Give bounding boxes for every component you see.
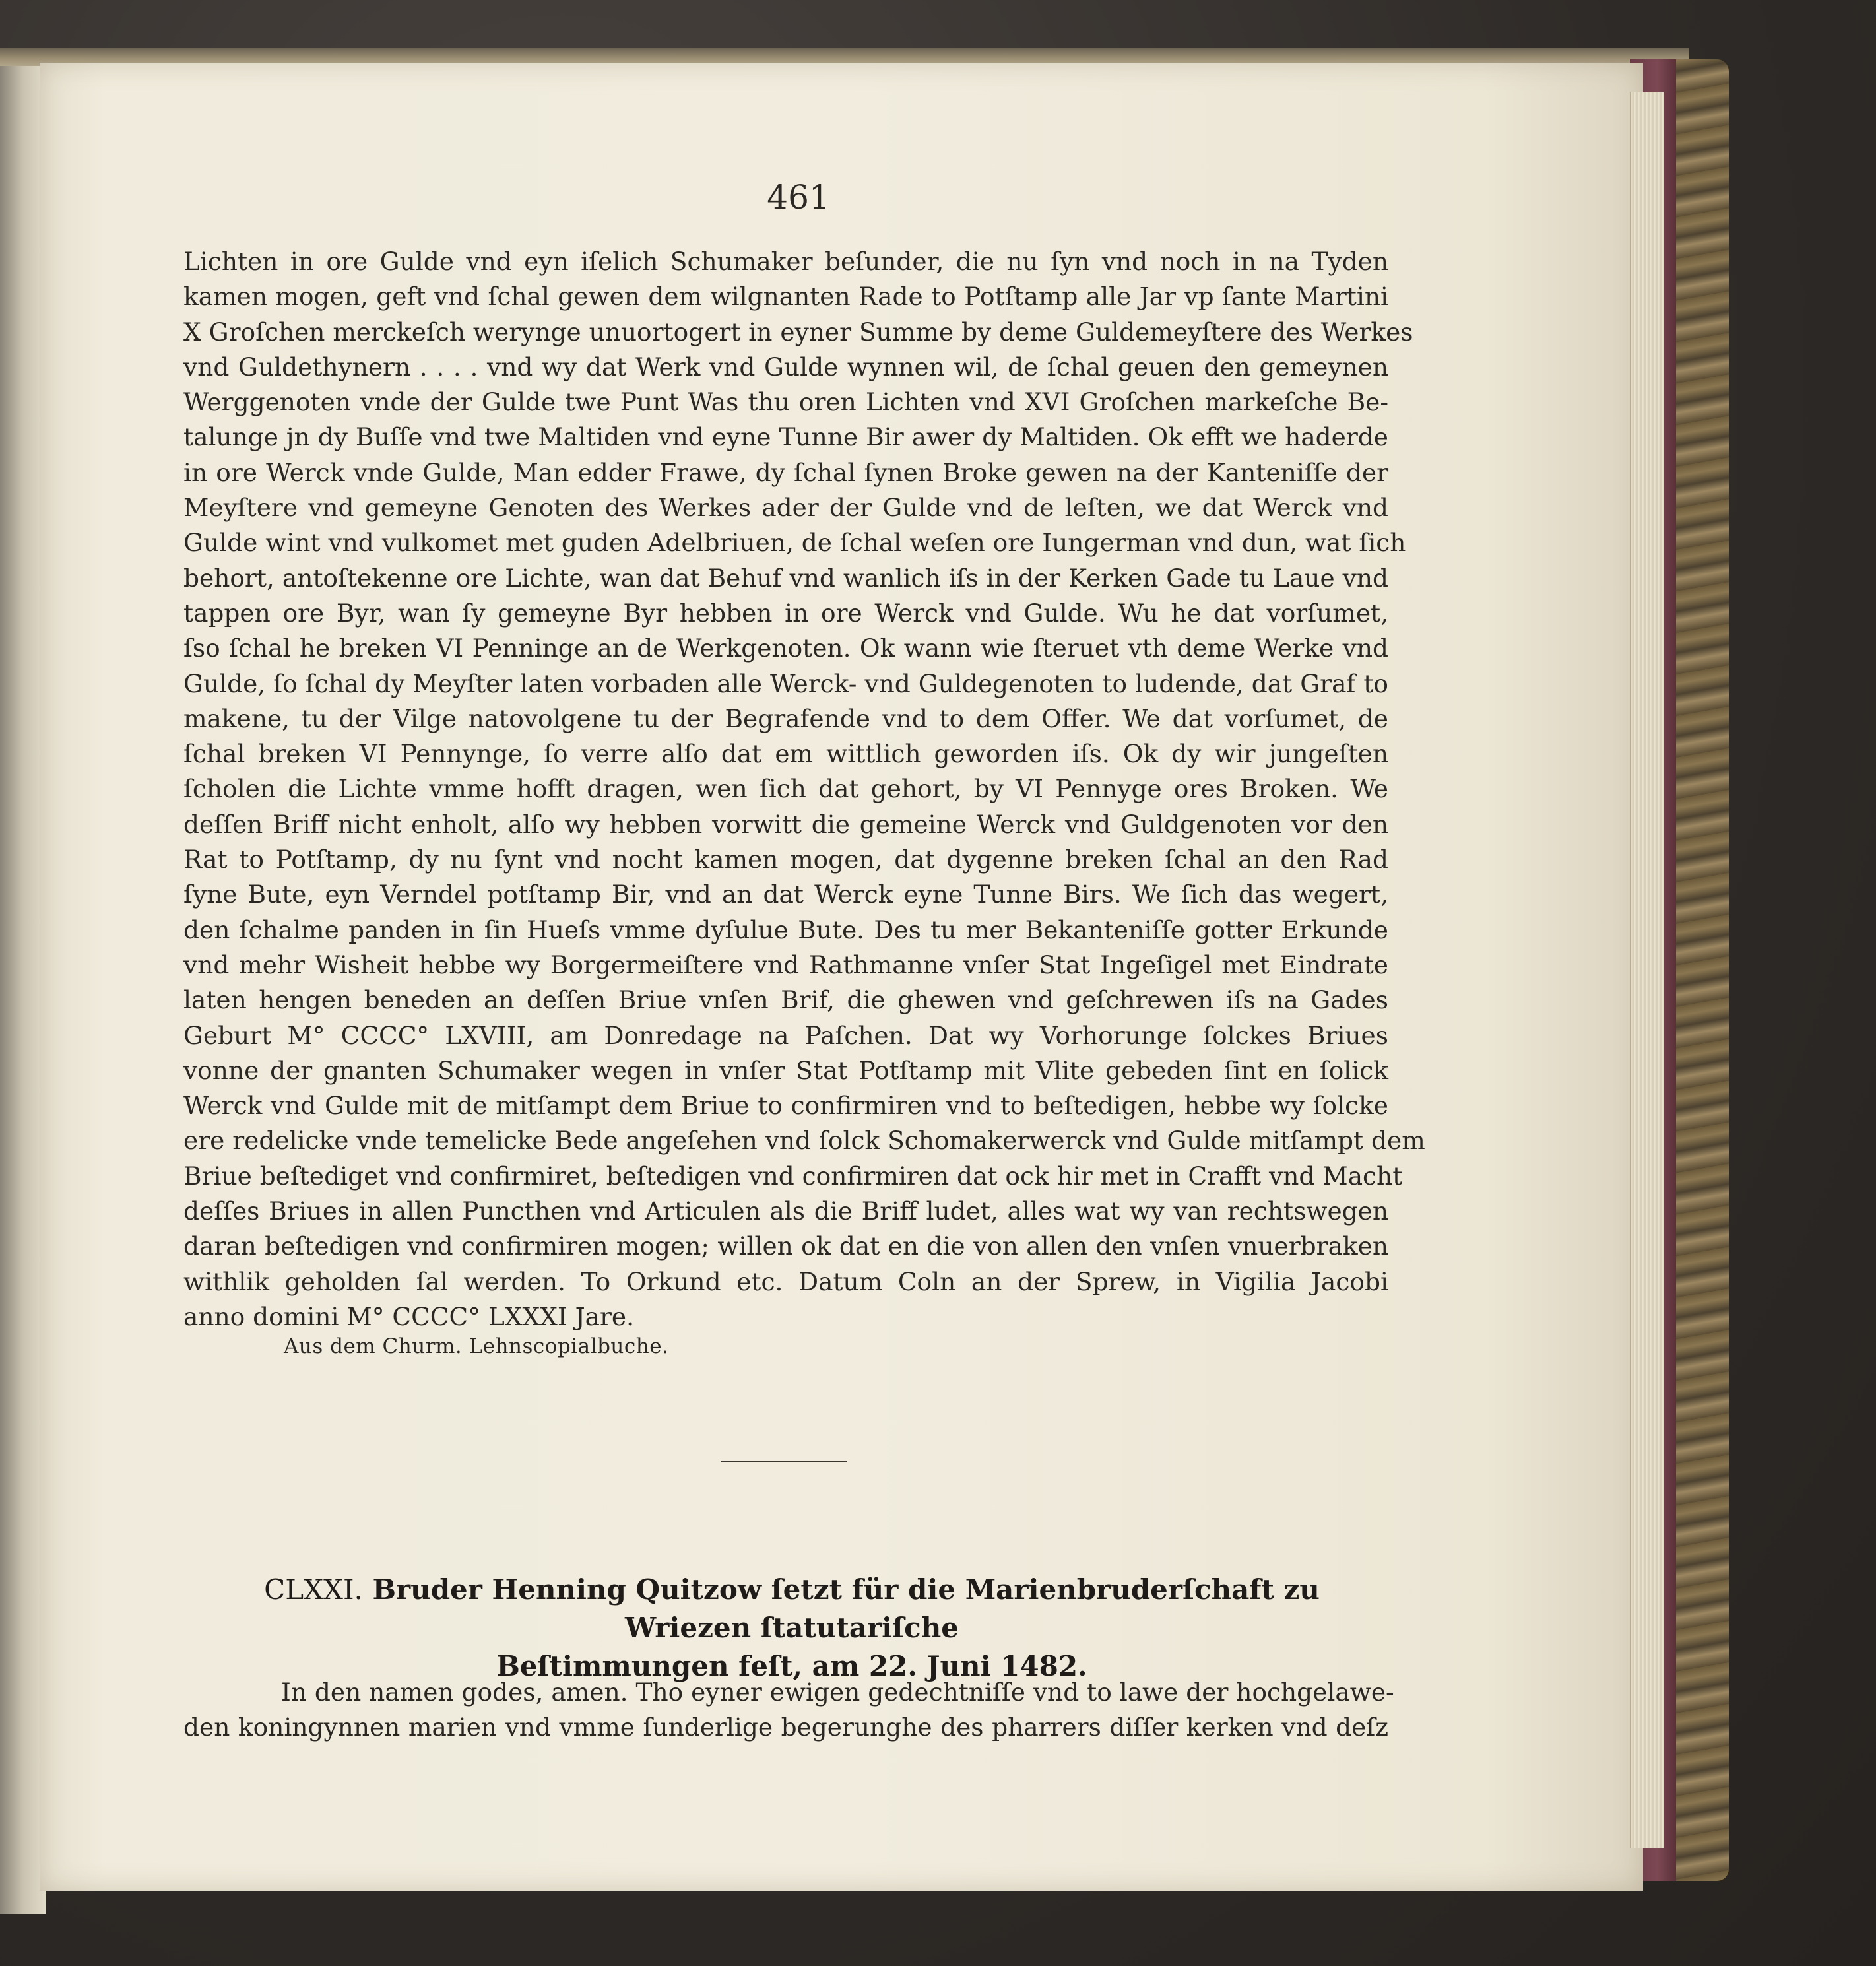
text-line: tappen ore Byr, wan ſy gemeyne Byr hebben in ore Werck vnd Gulde. Wu he dat vorſumet, [183,598,1388,628]
text-line: X Groſchen merckeſch werynge unuortogert in eyner Summe by deme Guldemeyſtere des Werkes [183,317,1413,346]
page-stack-edge [1630,92,1664,1848]
text-line: ſso ſchal he breken VI Penninge an de Werkgenoten. Ok wann wie ſteruet vth deme Werke vnd [183,634,1388,663]
text-line: vnd mehr Wisheit hebbe wy Borgermeiſtere vnd Rathmanne vnſer Stat Ingeſigel met Eindrate [183,950,1388,979]
text-line: makene, tu der Vilge natovolgene tu der Begrafende vnd to dem Offer. We dat vorſumet, de [183,704,1388,733]
text-line: deſſes Briues in allen Puncthen vnd Articulen als die Briff ludet, alles wat wy van rechtswegen [183,1196,1388,1226]
text-line: ere redelicke vnde temelicke Bede angeſehen vnd ſolck Schomakerwerck vnd Gulde mitſampt dem [183,1126,1425,1156]
section-body [183,1675,1394,1746]
text-line: Briue beſtediget vnd confirmiret, beſtedigen vnd confirmiren dat ock hir met in Crafft vnd Macht [183,1161,1403,1191]
text-line: in ore Werck vnde Gulde, Man edder Frawe, dy ſchal ſynen Broke gewen na der Kanteniſſe der [183,457,1388,487]
text-line: In den namen godes, amen. Tho eyner ewigen gedechtniſſe vnd to lawe der hochgelawe- [281,1678,1394,1707]
text-line: Geburt M° CCCC° LXVIII, am Donredage na Paſchen. Dat wy Vorhorunge ſolckes Briues [183,1020,1388,1050]
text-line: ſcholen die Lichte vmme hofft dragen, wen ſich dat gehort, by VI Pennyge ores Broken. We [183,774,1388,804]
text-line: ſyne Bute, eyn Verndel potſtamp Bir, vnd an dat Werck eyne Tunne Birs. We ſich das wegert, [183,880,1388,909]
heading-line-1 [198,1571,1386,1647]
text-line: Lichten in ore Gulde vnd eyn iſelich Schumaker beſunder, die nu ſyn vnd noch in na Tyden [183,247,1388,276]
text-line: deſſen Briff nicht enholt, alſo wy hebben vorwitt die gemeine Werck vnd Guldgenoten vor den [183,809,1388,839]
text-line: ſchal breken VI Pennynge, ſo verre alſo dat em wittlich geworden iſs. Ok dy wir jungeſten [183,739,1388,769]
text-line: vonne der gnanten Schumaker wegen in vnſer Stat Potſtamp mit Vlite gebeden ſint en ſolick [183,1055,1388,1085]
text-line: daran beſtedigen vnd confirmiren mogen; willen ok dat en die von allen den vnſen vnuerbraken [183,1231,1388,1261]
text-line: Werggenoten vnde der Gulde twe Punt Was thu oren Lichten vnd XVI Groſchen markeſche Be- [183,387,1388,417]
text-line: behort, antoſtekenne ore Lichte, wan dat Behuf vnd wanlich iſs in der Kerken Gade tu Laue vnd [183,563,1388,593]
page-number: 461 [767,178,830,216]
text-line: withlik geholden ſal werden. To Orkund etc. Datum Coln an der Sprew, in Vigilia Jacobi [183,1266,1388,1296]
document-body [183,244,1425,1334]
heading-title: Bruder Henning Quitzow ſetzt für die Marienbruderſchaft zu Wriezen ſtatutariſche [372,1573,1320,1644]
section-heading [198,1571,1386,1686]
source-note: Aus dem Churm. Lehnscopialbuche. [284,1334,669,1358]
text-line: Gulde, ſo ſchal dy Meyſter laten vorbaden alle Werck- vnd Guldegenoten to ludende, dat Graf to [183,669,1388,698]
text-line: kamen mogen, geft vnd ſchal gewen dem wilgnanten Rade to Potſtamp alle Jar vp ſante Martini [183,282,1388,311]
text-line: talunge jn dy Buſſe vnd twe Maltiden vnd eyne Tunne Bir awer dy Maltiden. Ok efft we haderde [183,422,1388,452]
heading-number: CLXXI. [264,1573,363,1606]
heading-line-2: Beſtimmungen feſt, am 22. Juni 1482. [496,1650,1087,1682]
text-line: den koningynnen marien vnd vmme ſunderlige begerunghe des pharrers diſſer kerken vnd deſz [183,1713,1388,1742]
text-line: anno domini M° CCCC° LXXXI Jare. [183,1301,635,1331]
text-line: Werck vnd Gulde mit de mitſampt dem Briue to confirmiren vnd to beſtedigen, hebbe wy ſolcke [183,1091,1388,1121]
text-line: Meyſtere vnd gemeyne Genoten des Werkes ader der Gulde vnd de leſten, we dat Werck vnd [183,493,1388,523]
text-line: den ſchalme panden in ſin Hueſs vmme dyſulue Bute. Des tu mer Bekanteniſſe gotter Erkunde [183,915,1388,944]
text-line: vnd Guldethynern . . . . vnd wy dat Werk vnd Gulde wynnen wil, de ſchal geuen den gemeynen [183,352,1388,381]
text-line: Rat to Potſtamp, dy nu ſynt vnd nocht kamen mogen, dat dygenne breken ſchal an den Rad [183,845,1388,874]
section-separator [721,1461,847,1462]
text-line: Gulde wint vnd vulkomet met guden Adelbriuen, de ſchal weſen ore Iungerman vnd dun, wat ſich [183,528,1406,558]
text-line: laten hengen beneden an deſſen Briue vnſen Brif, die ghewen vnd geſchrewen iſs na Gades [183,985,1388,1015]
